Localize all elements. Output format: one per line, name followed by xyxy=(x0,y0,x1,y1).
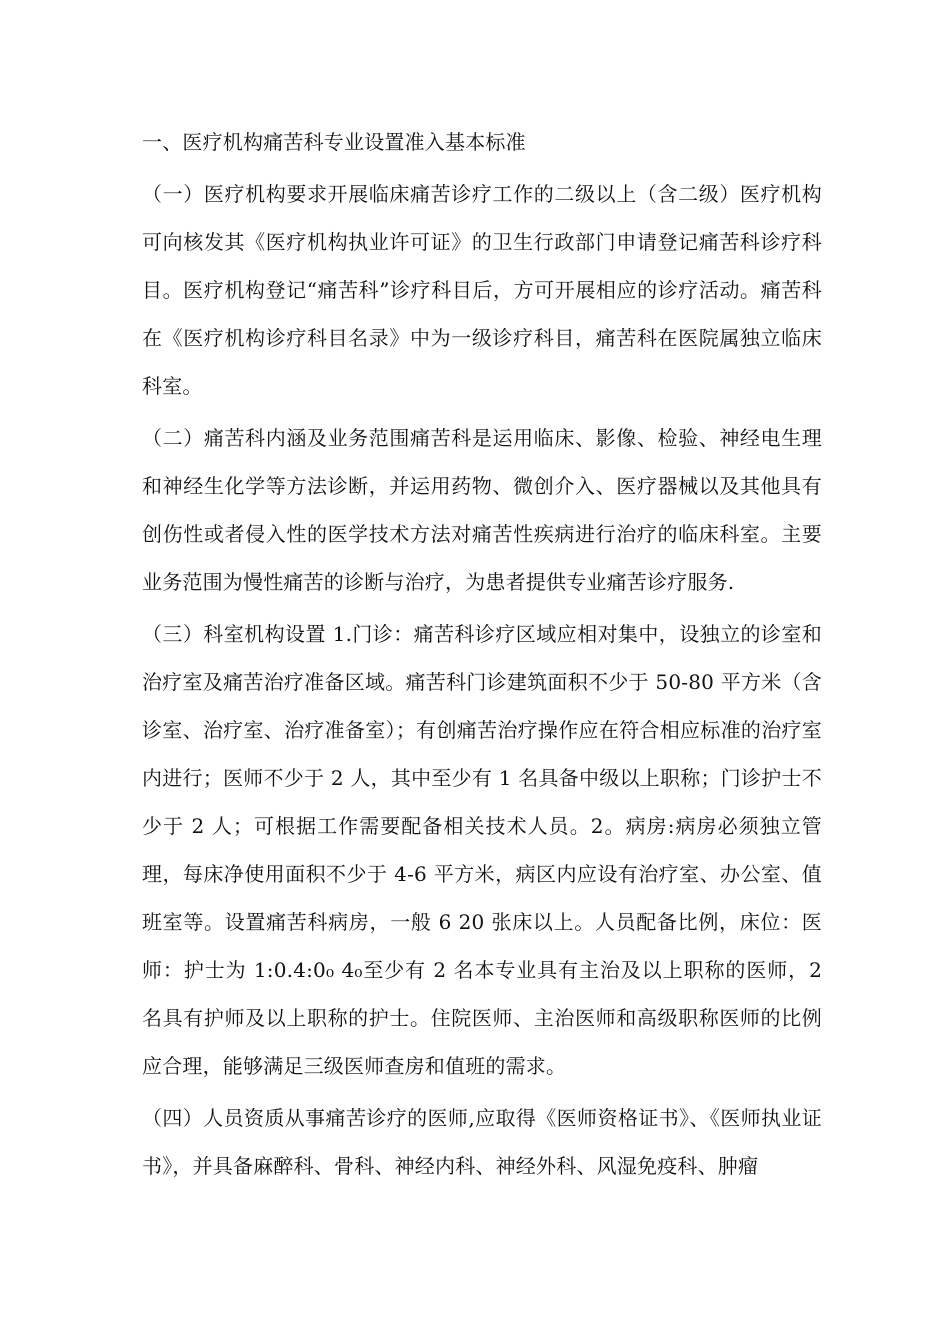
paragraph-3: （三）科室机构设置 1.门诊：痛苦科诊疗区域应相对集中，设独立的诊室和治疗室及痛苦治疗准备区域。痛苦科门诊建筑面积不少于 50-80 平方米（含诊室、治疗室、治疗准备室）；有创痛苦治疗操作应在符合相应标准的治疗室内进行；医师不少于 2 人，其中至少有 1 名具备中级以上职称；门诊护士不少于 2 人；可根据工作需要配备相关技术人员。2。病房:病房必须独立管理，每床净使用面积不少于 4-6 平方米，病区内应设有治疗室、办公室、值班室等。设置痛苦科病房，一般 6 20 张床以上。人员配备比例，床位：医师：护士为 1:0.4:0₀ 4₀至少有 2 名本专业具有主治及以上职称的医师，2 名具有护师及以上职称的护士。住院医师、主治医师和高级职称医师的比例应合理，能够满足三级医师查房和值班的需求。 xyxy=(142,622,822,1078)
paragraph-2: （二）痛苦科内涵及业务范围痛苦科是运用临床、影像、检验、神经电生理和神经生化学等方法诊断，并运用药物、微创介入、医疗器械以及其他具有创伤性或者侵入性的医学技术方法对痛苦性疾病进行治疗的临床科室。主要业务范围为慢性痛苦的诊断与治疗，为患者提供专业痛苦诊疗服务. xyxy=(142,426,822,594)
document-body xyxy=(142,118,822,1194)
paragraph-1: （一）医疗机构要求开展临床痛苦诊疗工作的二级以上（含二级）医疗机构可向核发其《医疗机构执业许可证》的卫生行政部门申请登记痛苦科诊疗科目。医疗机构登记“痛苦科”诊疗科目后，方可开展相应的诊疗活动。痛苦科在《医疗机构诊疗科目名录》中为一级诊疗科目，痛苦科在医院属独立临床科室。 xyxy=(142,182,822,398)
paragraph-4: （四）人员资质从事痛苦诊疗的医师,应取得《医师资格证书》、《医师执业证书》，并具备麻醉科、骨科、神经内科、神经外科、风湿免疫科、肿瘤 xyxy=(142,1106,822,1178)
section-heading: 一、医疗机构痛苦科专业设置准入基本标准 xyxy=(142,130,526,154)
